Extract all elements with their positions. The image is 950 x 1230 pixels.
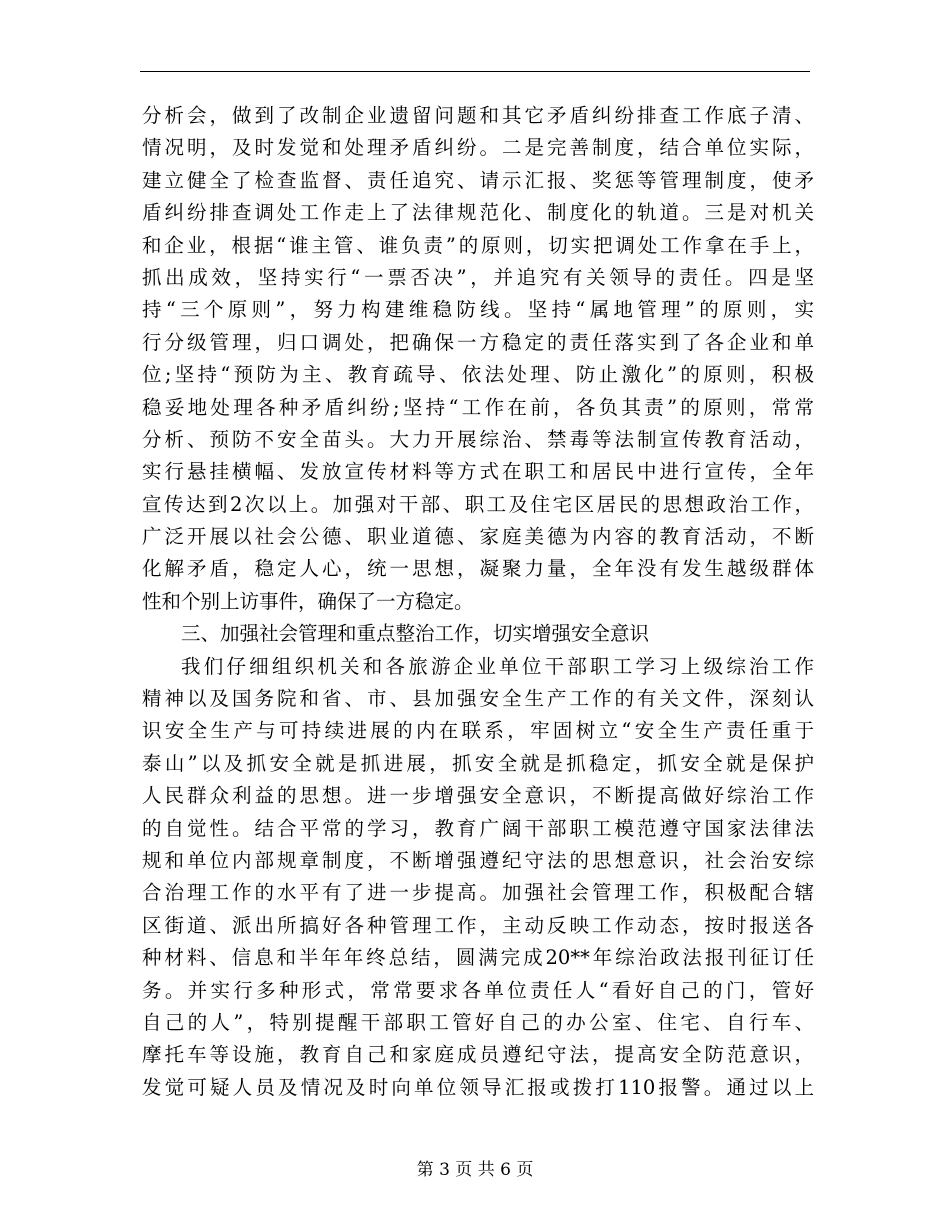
text-line: 位;坚持“预防为主、教育疏导、依法处理、防止激化”的原则，积极 bbox=[142, 363, 814, 387]
text-line: 化解矛盾，稳定人心，统一思想，凝聚力量，全年没有发生越级群体 bbox=[142, 557, 814, 581]
section-heading: 三、加强社会管理和重点整治工作，切实增强安全意识 bbox=[181, 622, 650, 646]
body-text bbox=[142, 100, 814, 1104]
text-line: 持“三个原则”，努力构建维稳防线。坚持“属地管理”的原则，实 bbox=[142, 298, 814, 322]
text-line: 分析会，做到了改制企业遗留问题和其它矛盾纠纷排查工作底子清、 bbox=[142, 104, 814, 127]
text-line: 务。并实行多种形式，常常要求各单位责任人“看好自己的门，管好 bbox=[142, 978, 814, 1002]
text-line: 和企业，根据“谁主管、谁负责”的原则，切实把调处工作拿在手上， bbox=[142, 233, 814, 257]
text-line: 宣传达到2次以上。加强对干部、职工及住宅区居民的思想政治工作， bbox=[142, 492, 814, 516]
text-line: 分析、预防不安全苗头。大力开展综治、禁毒等法制宣传教育活动， bbox=[142, 427, 814, 451]
text-line: 种材料、信息和半年年终总结，圆满完成20**年综治政法报刊征订任 bbox=[142, 946, 814, 970]
text-line: 建立健全了检查监督、责任追究、请示汇报、奖惩等管理制度，使矛 bbox=[142, 168, 814, 192]
header-rule bbox=[140, 71, 810, 72]
text-line: 合治理工作的水平有了进一步提高。加强社会管理工作，积极配合辖 bbox=[142, 881, 814, 905]
text-line: 稳妥地处理各种矛盾纠纷;坚持“工作在前，各负其责”的原则，常常 bbox=[142, 395, 814, 419]
text-line: 广泛开展以社会公德、职业道德、家庭美德为内容的教育活动，不断 bbox=[142, 525, 814, 549]
text-line: 的自觉性。结合平常的学习，教育广阔干部职工模范遵守国家法律法 bbox=[142, 816, 814, 840]
text-line: 发觉可疑人员及情况及时向单位领导汇报或拨打110报警。通过以上 bbox=[142, 1075, 814, 1099]
text-line: 实行悬挂横幅、发放宣传材料等方式在职工和居民中进行宣传，全年 bbox=[142, 460, 814, 484]
text-line: 精神以及国务院和省、市、县加强安全生产工作的有关文件，深刻认 bbox=[142, 687, 814, 711]
text-line: 抓出成效，坚持实行“一票否决”，并追究有关领导的责任。四是坚 bbox=[142, 265, 814, 289]
text-line: 识安全生产与可持续进展的内在联系，牢固树立“安全生产责任重于 bbox=[142, 719, 814, 743]
text-line: 盾纠纷排查调处工作走上了法律规范化、制度化的轨道。三是对机关 bbox=[142, 201, 814, 225]
text-line: 泰山”以及抓安全就是抓进展，抓安全就是抓稳定，抓安全就是保护 bbox=[142, 751, 814, 775]
text-line: 性和个别上访事件，确保了一方稳定。 bbox=[142, 589, 474, 613]
text-line: 情况明，及时发觉和处理矛盾纠纷。二是完善制度，结合单位实际， bbox=[142, 136, 814, 160]
text-line: 行分级管理，归口调处，把确保一方稳定的责任落实到了各企业和单 bbox=[142, 330, 814, 354]
text-line: 自己的人”，特别提醒干部职工管好自己的办公室、住宅、自行车、 bbox=[142, 1010, 814, 1034]
page-number: 第 3 页 共 6 页 bbox=[416, 1160, 534, 1180]
text-line: 摩托车等设施，教育自己和家庭成员遵纪守法，提高安全防范意识， bbox=[142, 1043, 814, 1067]
text-line: 区街道、派出所搞好各种管理工作，主动反映工作动态，按时报送各 bbox=[142, 913, 814, 937]
text-line: 规和单位内部规章制度，不断增强遵纪守法的思想意识，社会治安综 bbox=[142, 848, 814, 872]
text-line: 我们仔细组织机关和各旅游企业单位干部职工学习上级综治工作 bbox=[181, 654, 814, 678]
text-line: 人民群众利益的思想。进一步增强安全意识，不断提高做好综治工作 bbox=[142, 784, 814, 808]
